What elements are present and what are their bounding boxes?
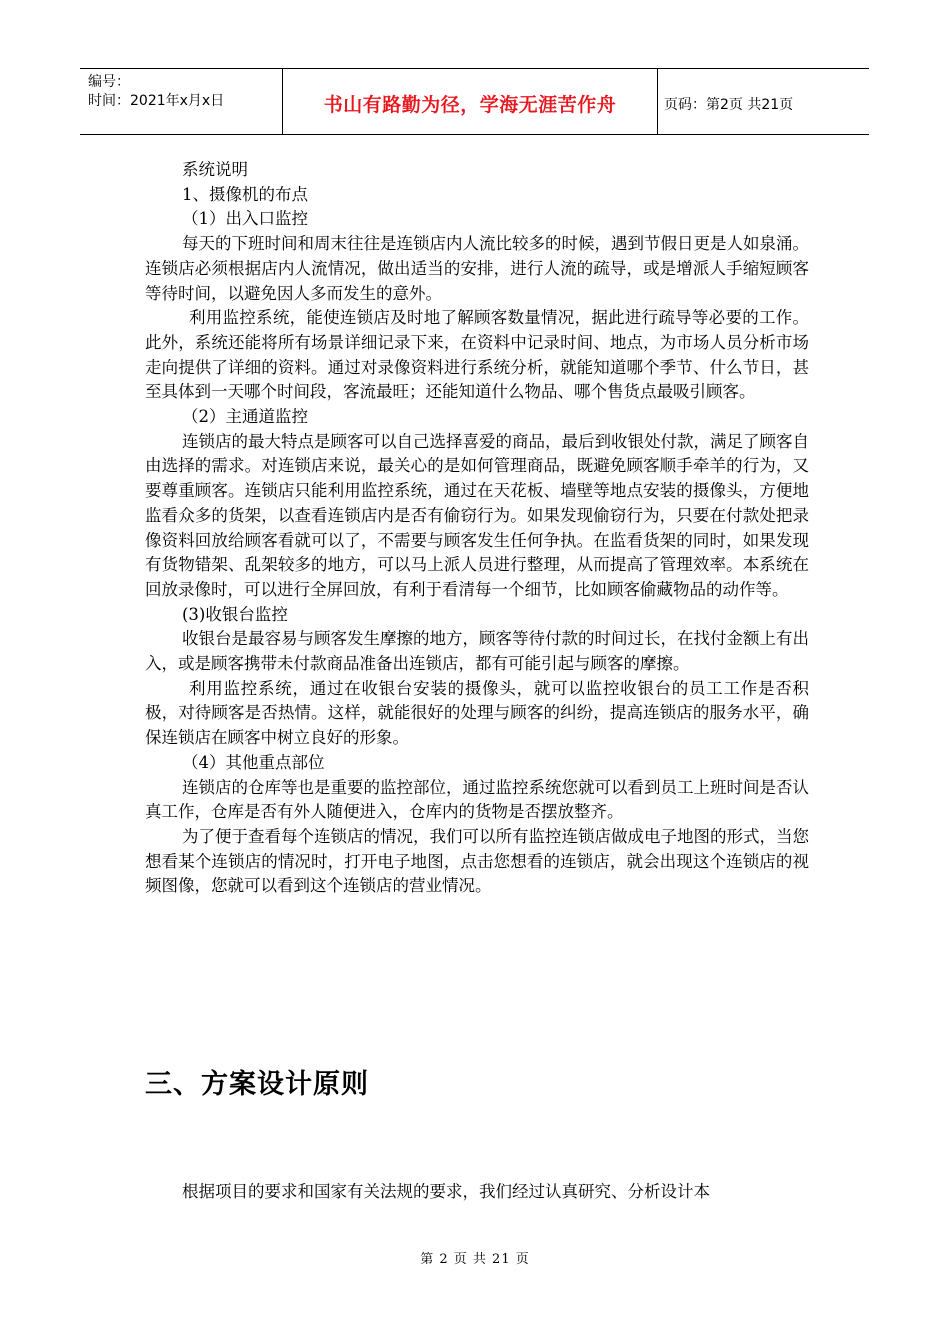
paragraph: 收银台是最容易与顾客发生摩擦的地方，顾客等待付款的时间过长，在找付金额上有出入，或是顾客携带未付款商品准备出连锁店，都有可能引起与顾客的摩擦。 (145, 629, 809, 674)
paragraph: 利用监控系统，能使连锁店及时地了解顾客数量情况，据此进行疏导等必要的工作。此外，系统还能将所有场景详细记录下来，在资料中记录时间、地点，为市场人员分析市场走向提供了详细的资料。通过对录像资料进行系统分析，就能知道哪个季节、什么节日，甚至具体到一天哪个时间段，客流最旺；还能知道什么物品、哪个售货点最吸引顾客。 (145, 308, 809, 402)
paragraph: 利用监控系统，通过在收银台安装的摄像头，就可以监控收银台的员工工作是否积极，对待顾客是否热情。这样，就能很好的处理与顾客的纠纷，提高连锁店的服务水平，确保连锁店在顾客中树立良好的形象。 (145, 678, 809, 748)
header-motto-cell (283, 69, 658, 134)
header-page-info-cell (658, 69, 869, 134)
paragraph: 连锁店的最大特点是顾客可以自己选择喜爱的商品，最后到收银处付款，满足了顾客自由选择的需求。对连锁店来说，最关心的是如何管理商品，既避免顾客顺手牵羊的行为，又要尊重顾客。连锁店只能利用监控系统，通过在天花板、墙壁等地点安装的摄像头，方便地监看众多的货架，以查看连锁店内是否有偷窃行为。如果发现偷窃行为，只要在付款处把录像资料回放给顾客看就可以了，不需要与顾客发生任何争执。在监看货架的同时，如果发现有货物错架、乱架较多的地方，可以马上派人员进行整理，从而提高了管理效率。本系统在回放录像时，可以进行全屏回放，有利于看清每一个细节，比如顾客偷藏物品的动作等。 (145, 431, 809, 599)
document-body (145, 158, 809, 899)
header-motto: 书山有路勤为径，学海无涯苦作舟 (323, 94, 617, 116)
paragraph: 根据项目的要求和国家有关法规的要求，我们经过认真研究、分析设计本 (182, 1182, 710, 1201)
serial-number-label: 编号： (88, 74, 130, 90)
date-label: 时间：2021年x月x日 (88, 93, 225, 109)
page-footer: 第 2 页 共 21 页 (420, 1252, 530, 1267)
heading-main-aisle-monitoring: （2）主通道监控 (182, 407, 308, 427)
paragraph: 为了便于查看每个连锁店的情况，我们可以所有监控连锁店做成电子地图的形式，当您想看某个连锁店的情况时，打开电子地图，点击您想看的连锁店，就会出现这个连锁店的视频图像，您就可以看到这个连锁店的营业情况。 (145, 826, 809, 896)
heading-camera-layout: 1、摄像机的布点 (182, 184, 308, 204)
header-page-info: 页码：第2页 共21页 (664, 96, 794, 113)
heading-entrance-monitoring: （1）出入口监控 (182, 209, 308, 229)
header-meta (80, 69, 283, 134)
paragraph: 连锁店的仓库等也是重要的监控部位，通过监控系统您就可以看到员工上班时间是否认真工作，仓库是否有外人随便进入，仓库内的货物是否摆放整齐。 (145, 777, 809, 822)
heading-other-key-areas: （4）其他重点部位 (182, 752, 325, 772)
section-title: 三、方案设计原则 (145, 1069, 369, 1100)
paragraph-system-description: 系统说明 (182, 160, 248, 179)
heading-checkout-monitoring: (3)收银台监控 (182, 604, 288, 624)
paragraph: 每天的下班时间和周末往往是连锁店内人流比较多的时候，遇到节假日更是人如泉涌。连锁店必须根据店内人流情况，做出适当的安排，进行人流的疏导，或是增派人手缩短顾客等待时间，以避免因人多而发生的意外。 (145, 234, 809, 303)
page-header (80, 68, 869, 135)
